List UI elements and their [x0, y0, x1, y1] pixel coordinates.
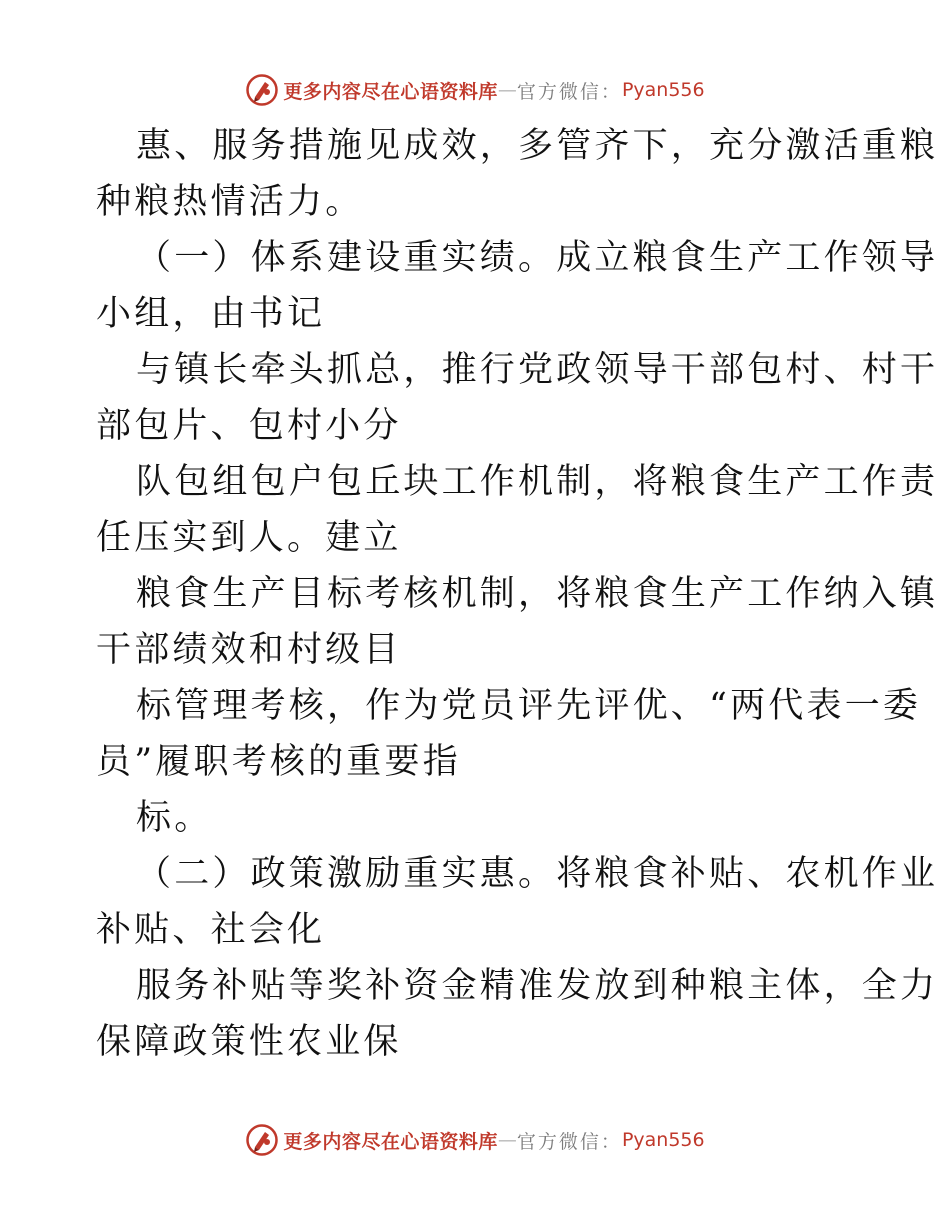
text-line: 服务补贴等奖补资金精准发放到种粮主体，全力 [136, 966, 939, 1006]
text-line: 标。 [136, 798, 213, 838]
watermark-separator: — [497, 1129, 517, 1151]
text-line: 部包片、包村小分 [96, 406, 402, 446]
text-line: （一）体系建设重实绩。成立粮食生产工作领导 [136, 238, 939, 278]
text-line: 与镇长牵头抓总，推行党政领导干部包村、村干 [136, 350, 939, 390]
text-line: 标管理考核，作为党员评先评优、“两代表一委 [136, 686, 922, 726]
watermark-wechat-id: Pyan556 [621, 79, 705, 101]
watermark-brand: 更多内容尽在心语资料库 [283, 80, 498, 103]
footer-watermark [0, 1120, 950, 1160]
watermark-separator: — [497, 79, 517, 101]
text-line: 队包组包户包丘块工作机制，将粮食生产工作责 [136, 462, 939, 502]
text-line: 惠、服务措施见成效，多管齐下，充分激活重粮 [136, 126, 939, 166]
watermark-brand: 更多内容尽在心语资料库 [283, 1130, 498, 1153]
watermark-label: 官方微信： [516, 1130, 622, 1153]
text-line: （二）政策激励重实惠。将粮食补贴、农机作业 [136, 854, 939, 894]
text-line: 保障政策性农业保 [96, 1022, 402, 1062]
header-watermark [0, 70, 950, 110]
watermark-label: 官方微信： [516, 80, 622, 103]
watermark-wechat-id: Pyan556 [621, 1129, 705, 1151]
pen-logo-icon [245, 1123, 279, 1157]
document-body [96, 118, 939, 1070]
text-line: 任压实到人。建立 [96, 518, 402, 558]
text-line: 干部绩效和村级目 [96, 630, 402, 670]
text-line: 种粮热情活力。 [96, 182, 364, 222]
text-line: 粮食生产目标考核机制，将粮食生产工作纳入镇 [136, 574, 939, 614]
pen-logo-icon [245, 73, 279, 107]
text-line: 员”履职考核的重要指 [96, 742, 461, 782]
text-line: 补贴、社会化 [96, 910, 326, 950]
text-line: 小组，由书记 [96, 294, 326, 334]
